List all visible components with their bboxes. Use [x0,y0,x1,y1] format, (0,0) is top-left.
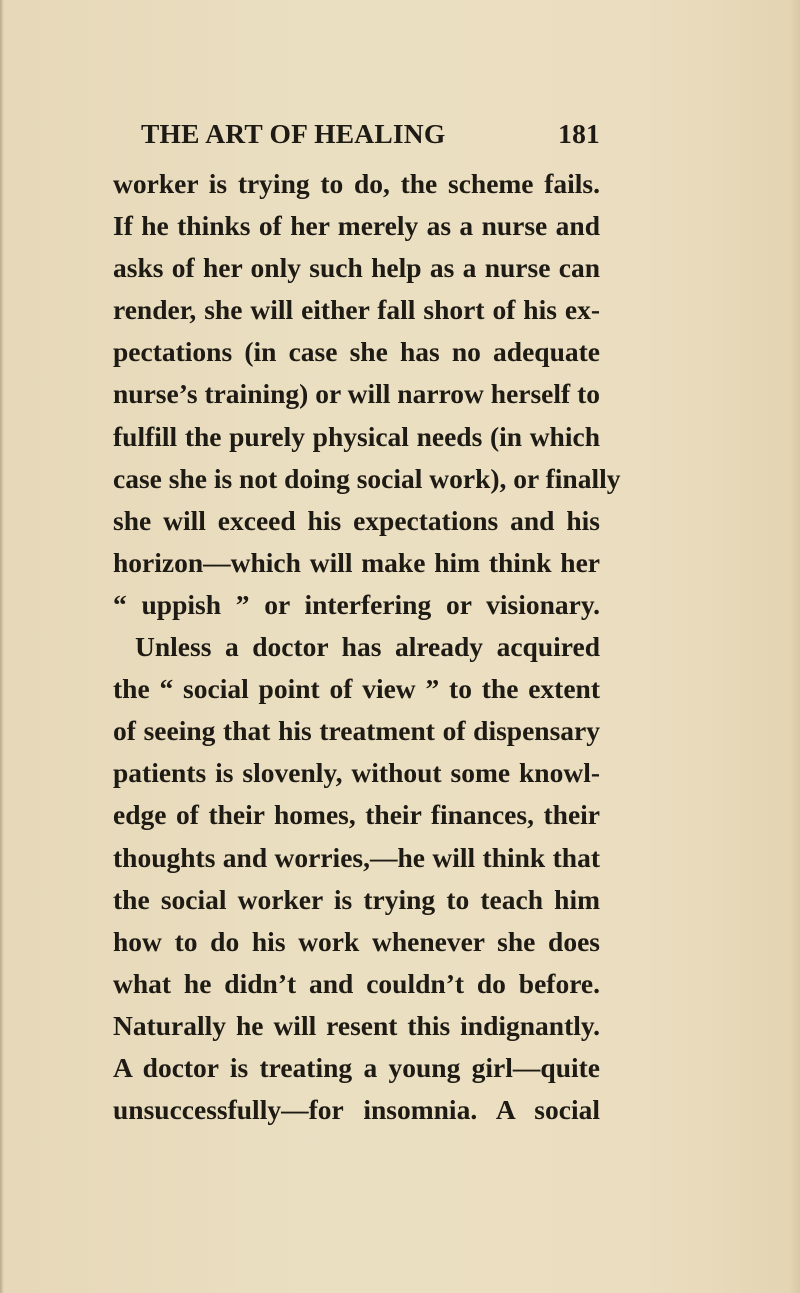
text-line: render, she will either fall short of his ex- [113,294,600,326]
text-line: of seeing that his treatment of dispensary [113,715,600,747]
text-line: “ uppish ” or interfering or visionary. [113,588,600,620]
text-line: asks of her only such help as a nurse can [113,252,600,284]
text-line: the “ social point of view ” to the extent [113,673,600,705]
text-line: edge of their homes, their finances, their [113,799,600,831]
text-line: fulfill the purely physical needs (in which [113,420,600,452]
running-title: THE ART OF HEALING [141,118,446,149]
text-line: patients is slovenly, without some knowl- [113,757,600,789]
text-line: horizon—which will make him think her [113,546,600,578]
text-line: A doctor is treating a young girl—quite [113,1051,600,1083]
running-header [141,118,600,152]
text-line: worker is trying to do, the scheme fails. [113,168,600,199]
text-line: what he didn’t and couldn’t do before. [113,967,600,999]
text-line: nurse’s training) or will narrow herself to [113,378,600,410]
page-left-edge [0,0,4,1293]
text-line: how to do his work whenever she does [113,925,600,957]
text-line: she will exceed his expectations and his [113,504,600,536]
text-line: case she is not doing social work), or finally [113,462,621,494]
body-text [113,163,621,1131]
page-right-edge [790,0,800,1293]
text-line: unsuccessfully—for insomnia. A social [113,1094,600,1126]
text-line: Naturally he will resent this indignantly. [113,1009,600,1041]
text-line: If he thinks of her merely as a nurse and [113,210,600,242]
page-number: 181 [558,118,600,149]
text-line: the social worker is trying to teach him [113,883,600,915]
text-line: pectations (in case she has no adequate [113,336,600,368]
paragraph-start-line: Unless a doctor has already acquired [135,631,600,663]
text-line: thoughts and worries,—he will think that [113,841,600,873]
